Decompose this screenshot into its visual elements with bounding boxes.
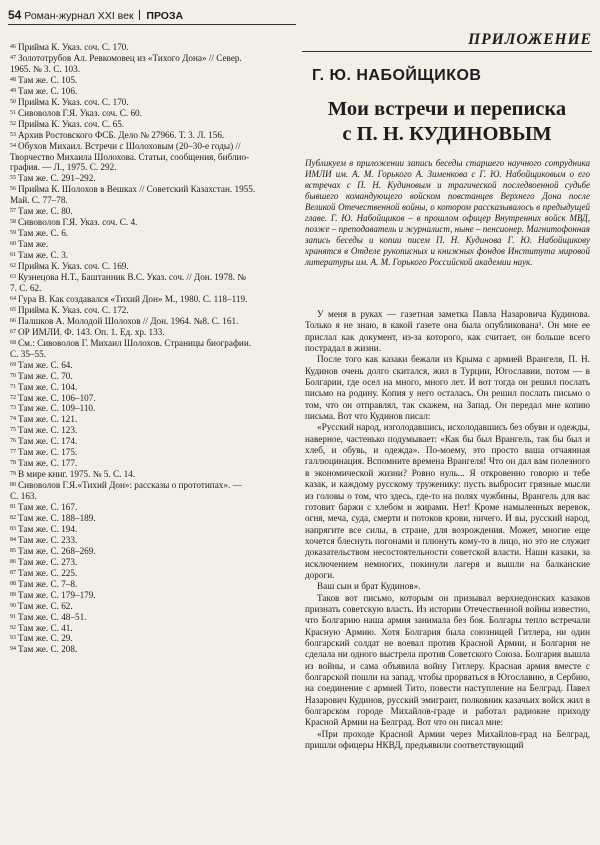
footnote-text: Прийма К. Указ. соч. С. 65. — [18, 118, 125, 129]
footnote-number: 62 — [10, 263, 16, 270]
footnote-text: Там же. С. 109–110. — [18, 403, 96, 414]
footnote-text: Там же. С. 80. — [18, 206, 73, 217]
footnote-number: 67 — [10, 328, 16, 335]
footnote-text: Там же. С. 64. — [18, 359, 73, 370]
footnote-number: 68 — [10, 339, 16, 346]
footnote-number: 47 — [10, 54, 16, 61]
footnote-number: 49 — [10, 87, 16, 94]
footnote-text: Там же. С. 62. — [18, 600, 73, 611]
footnote — [10, 162, 290, 173]
body-paragraph: У меня в руках — газетная заметка Павла Назаровича Кудинова. Только я не знаю, в какой газете она была опубликована¹. Он мне ее прислал как документ, из-за которого, как считает, он больше всего пострадал в жизни. — [305, 309, 590, 354]
footnote — [10, 338, 290, 349]
footnote — [10, 535, 290, 546]
footnote-text: Там же. С. 29. — [18, 633, 73, 644]
footnote — [10, 546, 290, 557]
footnote-text: См.: Сивоволов Г. Михаил Шолохов. Страницы биографии. — [18, 337, 252, 348]
footnote-text: Там же. С. 194. — [18, 523, 78, 534]
footnote-number: 60 — [10, 241, 16, 248]
footnote — [10, 403, 290, 414]
footnote-number: 94 — [10, 646, 16, 653]
footnote-number: 55 — [10, 175, 16, 182]
footnote — [10, 327, 290, 338]
footnote-text: Там же. С. 105. — [18, 74, 78, 85]
footnote-number: 83 — [10, 525, 16, 532]
footnote — [10, 371, 290, 382]
footnote-text: Май. С. 77–78. — [10, 195, 68, 206]
footnote — [10, 623, 290, 634]
footnote-number: 52 — [10, 120, 16, 127]
footnote — [10, 502, 290, 513]
footnote — [10, 42, 290, 53]
appendix-rule — [302, 51, 592, 52]
footnote-number: 59 — [10, 230, 16, 237]
footnote-text: В мире книг. 1975. № 5. С. 14. — [18, 469, 136, 480]
footnote-text: Там же. С. 6. — [18, 228, 69, 239]
footnote-text: Там же. С. 208. — [18, 644, 78, 655]
footnote — [10, 349, 290, 360]
footnote-text: Там же. С. 273. — [18, 556, 78, 567]
footnote-number: 93 — [10, 635, 16, 642]
footnote — [10, 425, 290, 436]
footnote — [10, 173, 290, 184]
header-rule — [8, 24, 296, 25]
footnote-text: Палшков А. Молодой Шолохов // Дон. 1964. №8. С. 161. — [18, 315, 239, 326]
footnote-text: Прийма К. Указ. соч. С. 170. — [18, 96, 129, 107]
footnote — [10, 414, 290, 425]
footnote — [10, 152, 290, 163]
footnote-text: Там же. С. 106–107. — [18, 392, 96, 403]
footnote-number: 79 — [10, 471, 16, 478]
footnote-number: 92 — [10, 624, 16, 631]
footnote — [10, 524, 290, 535]
intro-paragraph: Публикуем в приложении запись беседы старшего научного сотрудника ИМЛИ им. А. М. Горького А. Зименкова с Г. Ю. Набойщиковым о его встречах с П. Н. Кудиновым и трагической последвоенной судьбе бывшего командующего войском повстанцев Верхнего Дона после Великой Отечественной войны, о котором рассказывалось в предыдущей главе. Г. Ю. Набойщиков – в прошлом офицер Внутренних войск МВД, позже – преподаватель и журналист, ныне – пенсионер. Магнитофонная запись беседы и копии писем П. Н. Кудинова Г. Ю. Набойщикову хранятся в Отделе рукописных и книжных фондов Института мировой литературы им. А. М. Горького Российской академии наук. — [305, 158, 590, 267]
article-body — [305, 309, 590, 751]
footnote-text: Там же. С. 48–51. — [18, 611, 87, 622]
footnote — [10, 469, 290, 480]
footnote — [10, 568, 290, 579]
footnote — [10, 633, 290, 644]
footnote-number: 88 — [10, 580, 16, 587]
footnote-number: 69 — [10, 361, 16, 368]
footnote — [10, 590, 290, 601]
footnote-text: 1965. № 3. С. 103. — [10, 63, 81, 74]
footnote-number: 53 — [10, 131, 16, 138]
footnote-text: Сивоволов Г.Я.«Тихий Дон»: рассказы о прототипах». — — [18, 480, 242, 491]
footnote — [10, 601, 290, 612]
footnote — [10, 305, 290, 316]
footnote — [10, 97, 290, 108]
footnote — [10, 228, 290, 239]
author-name: Г. Ю. НАБОЙЩИКОВ — [312, 67, 482, 84]
footnote-number: 66 — [10, 317, 16, 324]
footnote-number: 90 — [10, 602, 16, 609]
footnote-number: 73 — [10, 405, 16, 412]
footnote — [10, 75, 290, 86]
footnote-text: Архив Ростовского ФСБ. Дело № 27966. Т. 3. Л. 156. — [18, 129, 225, 140]
footnote — [10, 612, 290, 623]
footnote-text: Там же. С. 175. — [18, 447, 78, 458]
footnote-text: Гура В. Как создавался «Тихий Дон» М., 1980. С. 118–119. — [18, 293, 248, 304]
article-title — [302, 97, 592, 147]
footnote-text: графия. — Л., 1975. С. 292. — [10, 162, 117, 173]
footnote-number: 80 — [10, 482, 16, 489]
footnote-number: 86 — [10, 558, 16, 565]
footnote-number: 50 — [10, 98, 16, 105]
footnote — [10, 261, 290, 272]
footnote-text: Прийма К. Указ. соч. С. 169. — [18, 261, 129, 272]
footnote-number: 61 — [10, 252, 16, 259]
footnote-text: Сивоволов Г.Я. Указ. соч. С. 60. — [18, 107, 142, 118]
footnote — [10, 64, 290, 75]
footnote-text: Сивоволов Г.Я. Указ. соч. С. 4. — [18, 217, 138, 228]
footnote-text: Творчество Михаила Шолохова. Статьи, сообщения, библио- — [10, 151, 250, 162]
footnote-text: Там же. С. 225. — [18, 567, 78, 578]
footnotes-column — [10, 42, 290, 655]
footnote-number: 72 — [10, 394, 16, 401]
footnote-number: 84 — [10, 536, 16, 543]
footnote — [10, 294, 290, 305]
footnote-number: 76 — [10, 438, 16, 445]
footnote — [10, 283, 290, 294]
footnote-number: 81 — [10, 504, 16, 511]
appendix-header — [302, 30, 592, 52]
footnote — [10, 393, 290, 404]
body-paragraph: «При проходе Красной Армии через Михайлов-град на Белград, пришли офицеры НКВД, предъявили соответствующий — [305, 728, 590, 751]
footnote-number: 77 — [10, 449, 16, 456]
title-line-1: Мои встречи и переписка — [327, 98, 567, 120]
footnote — [10, 458, 290, 469]
footnote — [10, 316, 290, 327]
footnote-text: Там же. С. 291–292. — [18, 173, 96, 184]
footnote-text: Там же. С. 177. — [18, 458, 78, 469]
footnote — [10, 480, 290, 491]
footnote-number: 46 — [10, 44, 16, 50]
footnote-text: Там же. С. 123. — [18, 425, 78, 436]
footnote — [10, 141, 290, 152]
footnote-text: Прийма К. Шолохов в Вешках // Советский Казахстан. 1955. — [18, 184, 256, 195]
footnote — [10, 382, 290, 393]
footnote-text: Прийма К. Указ. соч. С. 170. — [18, 42, 129, 52]
footnote-text: Золототрубов Ал. Ревкомовец из «Тихого Дона» // Север. — [18, 52, 242, 63]
footnote — [10, 53, 290, 64]
footnote-text: Там же. С. 188–189. — [18, 512, 96, 523]
footnote-text: Обухов Михаил. Встречи с Шолоховым (20–30-е годы) // — [18, 140, 241, 151]
footnote — [10, 491, 290, 502]
footnote-text: Там же. С. 7–8. — [18, 578, 78, 589]
footnote-text: Там же. С. 174. — [18, 436, 78, 447]
footnote-number: 65 — [10, 306, 16, 313]
footnote-text: Там же. С. 233. — [18, 534, 78, 545]
footnote-number: 51 — [10, 109, 16, 116]
body-paragraph: Ваш сын и брат Кудинов». — [317, 581, 421, 592]
footnote — [10, 119, 290, 130]
footnote-number: 74 — [10, 416, 16, 423]
footnote-text: 7. С. 62. — [10, 282, 42, 293]
footnote-text: Там же. С. 70. — [18, 370, 73, 381]
footnote-text: Там же. С. 104. — [18, 381, 78, 392]
footnote-number: 75 — [10, 427, 16, 434]
page-number: 54 — [8, 8, 22, 22]
footnote — [10, 86, 290, 97]
page-header — [8, 6, 592, 24]
footnote-number: 89 — [10, 591, 16, 598]
footnote — [10, 579, 290, 590]
footnote-number: 78 — [10, 460, 16, 467]
footnote — [10, 436, 290, 447]
body-paragraph: «Русский народ, изголодавшись, исхолодавшись без обуви и одежды, наверное, частенько подумывает: «Как бы был Врангель, так бы был и хлеб, и обувь, и одежда». По-моему, это просто ваша отчаянная галлюцинация. Вспомните времена Врангеля! Что он дал вам полезного в экономической жизни? Ровно нуль... Я откровенно говорю и тебе казак, и каждому русскому труженику: пусть выбросит грязные мысли из головы о том, что здесь, где-то на полях чужбины, Врангель для вас готовит баржи с хлебом и жирами. Нет! Кроме намыленных веревок, огня, меча, суда, смерти и потоков крови, ничего. И вы, русский народ, напрягите все силы, в стране, для возрождения. Может, многие еще хочется блеснуть погонами и плюнуть кому-то в лицо, но это не служит доказательством несостоятельности советской власти. Наши казаки, за исключением немногих, покинули лагеря и вышли на балканские дороги. — [305, 422, 590, 580]
footnote-number: 82 — [10, 514, 16, 521]
footnote — [10, 447, 290, 458]
footnote — [10, 513, 290, 524]
footnote-number: 91 — [10, 613, 16, 620]
footnote-text: ОР ИМЛИ. Ф. 143. Оп. 1. Ед. хр. 133. — [18, 326, 165, 337]
footnote-number: 64 — [10, 295, 16, 302]
footnote — [10, 557, 290, 568]
footnote-text: Там же. С. 179–179. — [18, 589, 96, 600]
footnote-number: 70 — [10, 372, 16, 379]
footnote-text: Там же. С. 41. — [18, 622, 73, 633]
footnote — [10, 195, 290, 206]
section-name: ПРОЗА — [146, 10, 184, 22]
footnote — [10, 217, 290, 228]
footnote-number: 57 — [10, 208, 16, 215]
footnote-number: 58 — [10, 219, 16, 226]
footnote-number: 48 — [10, 76, 16, 83]
footnote-number: 54 — [10, 142, 16, 149]
footnote — [10, 250, 290, 261]
footnote-text: Там же. С. 167. — [18, 502, 78, 513]
footnote — [10, 130, 290, 141]
footnote — [10, 206, 290, 217]
body-paragraph: Таков вот письмо, которым он призывал верхнедонских казаков признать советскую власть. Из истории Отечественной войны известно, что Болгарию наша армия занимала без боя. Болгары тепло встречали Красную Армию. Хотя Болгария была союзницей Гитлера, ни один болгарский солдат не воевал против Красной Армии, и Болгария не сделала ни одного выстрела против Советского Союза. Болгария вышла из войны, и сама объявила войну Гитлеру. Красная армия вместе с болгарской пошли на запад, чтобы прорваться в Югославию, в Сербию, на соединение с армией Тито, повести наступление на Белград. Павел Назарович Кудинов, русский эмигрант, полковник казачьих войск жил в болгарском городе Михайлов-граде и работал радиокне приходу Красной Армии на Белград. Вот что он писал мне: — [305, 592, 590, 728]
footnote — [10, 644, 290, 655]
footnote-text: Прийма К. Указ. соч. С. 172. — [18, 304, 129, 315]
footnote-number: 71 — [10, 383, 16, 390]
footnote — [10, 272, 290, 283]
footnote-text: С. 35–55. — [10, 348, 46, 359]
footnote-text: С. 163. — [10, 491, 37, 502]
header-divider — [139, 10, 140, 20]
footnote-text: Там же. С. 121. — [18, 414, 78, 425]
footnote-text: Там же. С. 106. — [18, 85, 78, 96]
title-line-2: с П. Н. КУДИНОВЫМ — [342, 123, 552, 145]
body-paragraph: После того как казаки бежали из Крыма с армией Врангеля, П. Н. Кудинов очень долго скитался, жил в Турции, Югославии, потом — в Болгарии, где осел на много, много лет. И вот тогда он решил послать письмо на родину. Копия у него осталась. Он решил послать письмо о том, что он отправлял, так скажем, на Запад. Он передал мне копию письма. Вот что Кудинов писал: — [305, 354, 590, 422]
footnote — [10, 360, 290, 371]
footnote-number: 85 — [10, 547, 16, 554]
footnote-text: Там же. — [18, 239, 49, 250]
footnote-number: 56 — [10, 186, 16, 193]
footnote — [10, 108, 290, 119]
footnote — [10, 239, 290, 250]
footnote-text: Там же. С. 268–269. — [18, 545, 96, 556]
appendix-label: ПРИЛОЖЕНИЕ — [468, 31, 592, 48]
footnote-text: Кузнецова Н.Т., Баштанник В.С. Указ. соч. // Дон. 1978. № — [18, 272, 247, 283]
journal-name: Роман-журнал XXI век — [24, 10, 134, 22]
footnote-number: 63 — [10, 274, 16, 281]
footnote — [10, 184, 290, 195]
footnote-number: 87 — [10, 569, 16, 576]
footnote-text: Там же. С. 3. — [18, 250, 69, 261]
